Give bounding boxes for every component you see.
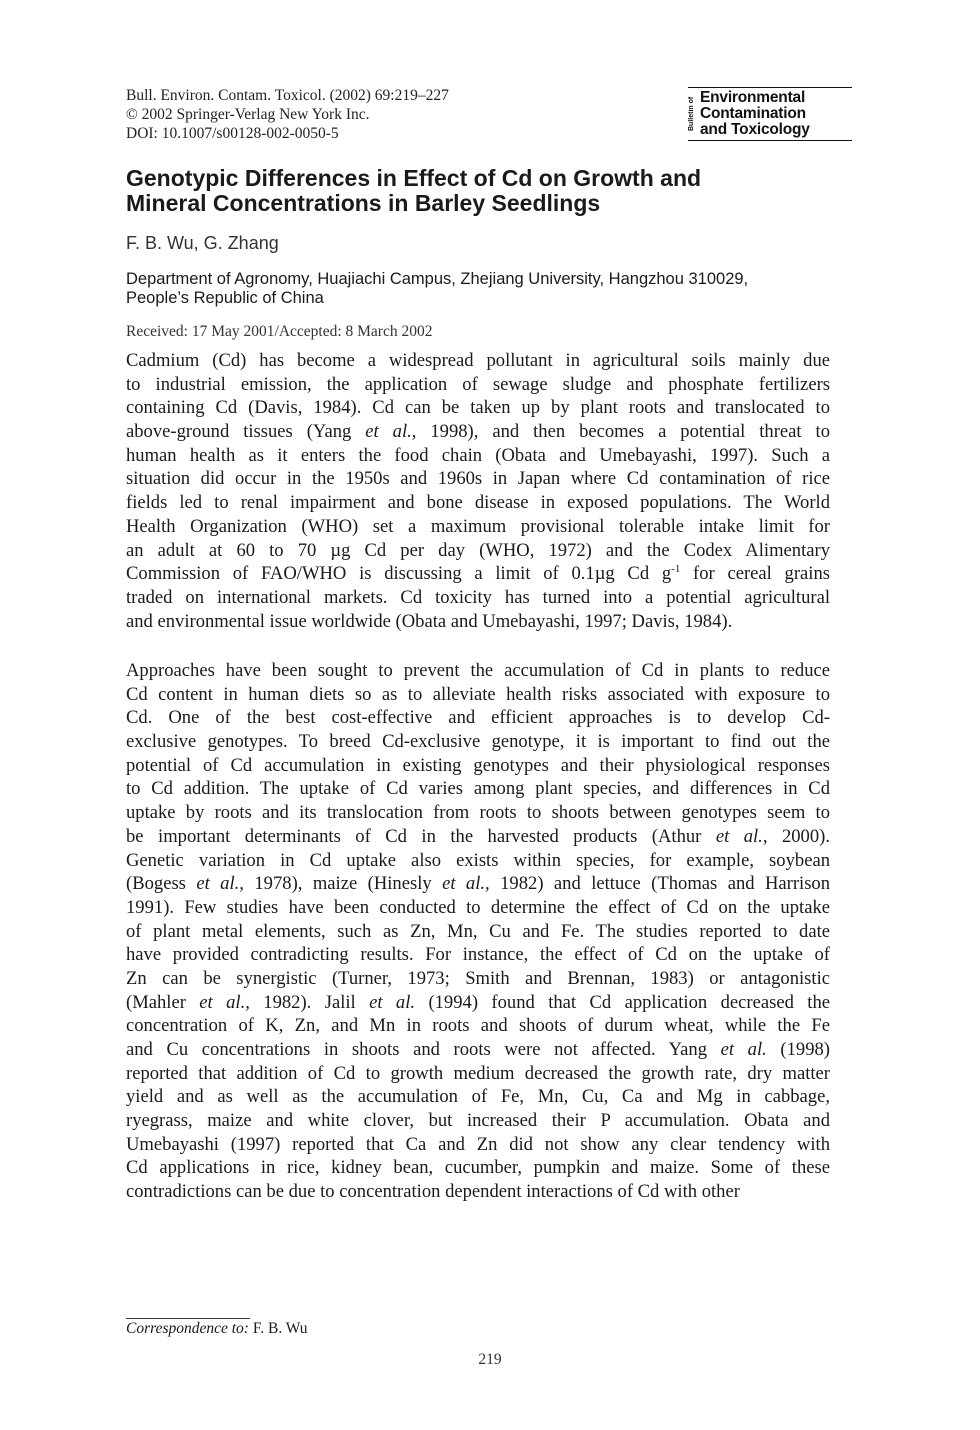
text-line: traded on international markets. Cd toxicity has turned into a potential agricultural [126,586,830,608]
text-line: human health as it enters the food chain (Obata and Umebayashi, 1997). Such a [126,444,830,466]
text-line: concentration of K, Zn, and Mn in roots and shoots of durum wheat, while the Fe [126,1015,830,1037]
text-line: Cadmium (Cd) has become a widespread pollutant in agricultural soils mainly due [126,350,830,371]
page-number: 219 [478,1351,502,1368]
logo-rule [688,140,852,141]
received-dates: Received: 17 May 2001/Accepted: 8 March 2002 [126,323,433,340]
journal-logo [688,87,852,141]
citation-line: DOI: 10.1007/s00128-002-0050-5 [126,125,339,142]
body-paragraph-2 [126,659,830,1204]
correspondence-label: Correspondence to: [126,1320,249,1337]
logo-vertical-text: Bulletin of [688,96,695,132]
text-line: to Cd addition. The uptake of Cd varies among plant species, and differences in Cd [126,778,830,800]
logo-line: and Toxicology [700,121,810,138]
text-line: Commission of FAO/WHO is discussing a limit of 0.1µg Cd $g^{-1}$ for cereal grains [126,563,830,585]
article-title [126,166,846,216]
text-line: Genetic variation in Cd uptake also exists within species, for example, soybean [126,849,830,871]
text-line: Zn can be synergistic (Turner, 1973; Smith and Brennan, 1983) or antagonistic [126,967,830,989]
correspondence-footnote [126,1319,308,1338]
paragraph [126,659,830,1204]
body-paragraph-1 [126,349,830,633]
text-line: (Mahler et al., 1982). Jalil et al. (1994) found that Cd application decreased the [126,991,830,1013]
text-line: an adult at 60 to 70 µg Cd per day (WHO, 1972) and the Codex Alimentary [126,539,830,561]
text-line: ryegrass, maize and white clover, but increased their P accumulation. Obata and [126,1110,830,1132]
logo-wordmark [700,90,810,138]
text-line: potential of Cd accumulation in existing genotypes and their physiological responses [126,754,830,776]
text-line: exclusive genotypes. To breed Cd-exclusive genotype, it is important to find out the [126,731,830,753]
paragraph [126,349,830,633]
text-line: and environmental issue worldwide (Obata and Umebayashi, 1997; Davis, 1984). [126,610,733,632]
text-line: fields led to renal impairment and bone disease in exposed populations. The World [126,492,830,514]
title-line: Mineral Concentrations in Barley Seedlings [126,190,601,216]
text-line: Cd content in human diets so as to alleviate health risks associated with exposure to [126,683,830,705]
citation-block [126,86,449,143]
citation-line: Bull. Environ. Contam. Toxicol. (2002) 69:219–227 [126,87,449,104]
text-line: containing Cd (Davis, 1984). Cd can be taken up by plant roots and translocated to [126,397,830,419]
text-line: 1991). Few studies have been conducted to determine the effect of Cd on the uptake [126,896,830,918]
citation-line: © 2002 Springer-Verlag New York Inc. [126,106,370,123]
text-line: contradictions can be due to concentration dependent interactions of Cd with other [126,1181,740,1203]
text-line: situation did occur in the 1950s and 1960s in Japan where Cd contamination of rice [126,468,830,490]
logo-rule [688,87,852,88]
title-line: Genotypic Differences in Effect of Cd on Growth and [126,165,702,191]
text-line: uptake by roots and its translocation from roots to shoots between genotypes seem to [126,802,830,824]
text-line: to industrial emission, the application of sewage sludge and phosphate fertilizers [126,373,830,395]
text-line: Cd. One of the best cost-effective and efficient approaches is to develop Cd- [126,707,830,729]
text-line: yield and as well as the accumulation of Fe, Mn, Cu, Ca and Mg in cabbage, [126,1086,830,1108]
text-line: Health Organization (WHO) set a maximum provisional tolerable intake limit for [126,515,830,537]
logo-line: Contamination [700,105,806,122]
text-line: reported that addition of Cd to growth medium decreased the growth rate, dry matter [126,1062,830,1084]
logo-line: Environmental [700,89,806,106]
text-line: and Cu concentrations in shoots and roots were not affected. Yang et al. (1998) [126,1039,830,1060]
text-line: Umebayashi (1997) reported that Ca and Zn did not show any clear tendency with [126,1133,830,1155]
text-line: Cd applications in rice, kidney bean, cucumber, pumpkin and maize. Some of these [126,1157,830,1179]
correspondence-name: F. B. Wu [248,1320,308,1337]
affiliation-line: People’s Republic of China [126,289,324,307]
affiliation [126,270,748,308]
text-line: (Bogess et al., 1978), maize (Hinesly et al., 1982) and lettuce (Thomas and Harrison [126,873,830,895]
text-line: have provided contradicting results. For instance, the effect of Cd on the uptake of [126,944,830,966]
text-line: be important determinants of Cd in the harvested products (Athur et al., 2000). [126,825,830,847]
author-list: F. B. Wu, G. Zhang [126,233,279,253]
text-line: of plant metal elements, such as Zn, Mn, Cu and Fe. The studies reported to date [126,920,830,942]
text-line: Approaches have been sought to prevent the accumulation of Cd in plants to reduce [126,660,830,681]
text-line: above-ground tissues (Yang et al., 1998), and then becomes a potential threat to [126,421,830,443]
affiliation-line: Department of Agronomy, Huajiachi Campus, Zhejiang University, Hangzhou 310029, [126,270,749,288]
